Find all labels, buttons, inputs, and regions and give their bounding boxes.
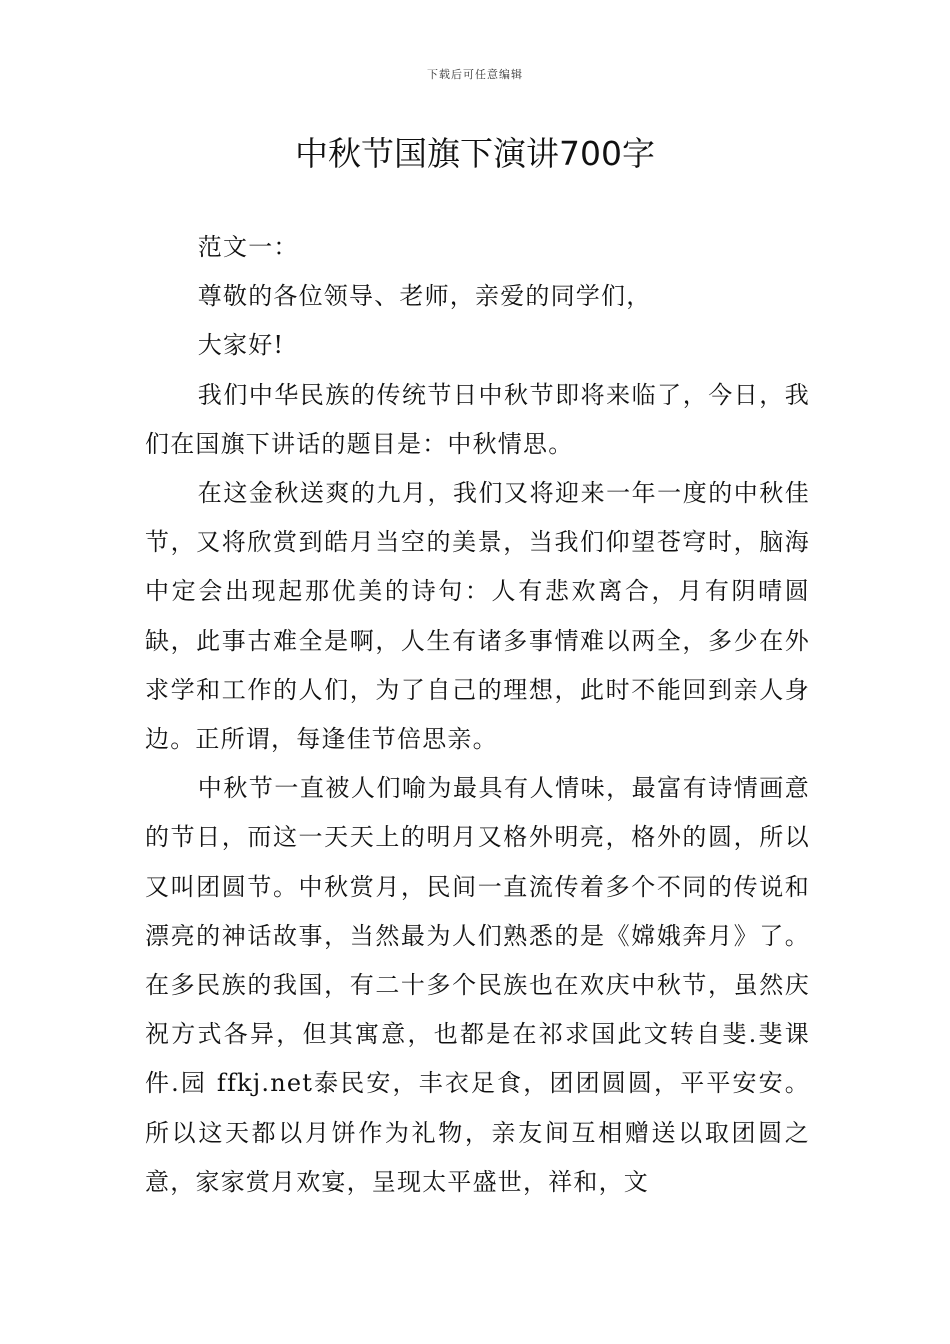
paragraph-body: 中秋节一直被人们喻为最具有人情味，最富有诗情画意的节日，而这一天天上的明月又格外明亮，格外的圆，所以又叫团圆节。中秋赏月，民间一直流传着多个不同的传说和漂亮的神话故事，当然最为人们熟悉的是《嫦娥奔月》了。在多民族的我国，有二十多个民族也在欢庆中秋节，虽然庆祝方式各异，但其寓意，也都是在祁求国此文转自斐.斐课件.园 ffkj.net泰民安，丰衣足食，团团圆圆，平平安安。所以这天都以月饼作为礼物，亲友间互相赠送以取团圆之意，家家赏月欢宴，呈现太平盛世，祥和，文 (145, 774, 810, 1196)
page-header-note: 下载后可任意编辑 (427, 68, 523, 81)
paragraph-label: 范文一： (197, 233, 299, 261)
document-body (145, 223, 810, 1207)
document-title: 中秋节国旗下演讲700字 (295, 134, 655, 173)
paragraph-intro: 我们中华民族的传统节日中秋节即将来临了，今日，我们在国旗下讲话的题目是：中秋情思。 (145, 380, 810, 458)
paragraph-salutation: 尊敬的各位领导、老师，亲爱的同学们， (197, 282, 652, 311)
paragraph-body: 在这金秋送爽的九月，我们又将迎来一年一度的中秋佳节，又将欣赏到皓月当空的美景，当我们仰望苍穹时，脑海中定会出现起那优美的诗句：人有悲欢离合，月有阴晴圆缺，此事古难全是啊，人生有诸多事情难以两全，多少在外求学和工作的人们，为了自己的理想，此时不能回到亲人身边。正所谓，每逢佳节倍思亲。 (145, 479, 810, 754)
paragraph-greeting: 大家好! (197, 331, 285, 360)
